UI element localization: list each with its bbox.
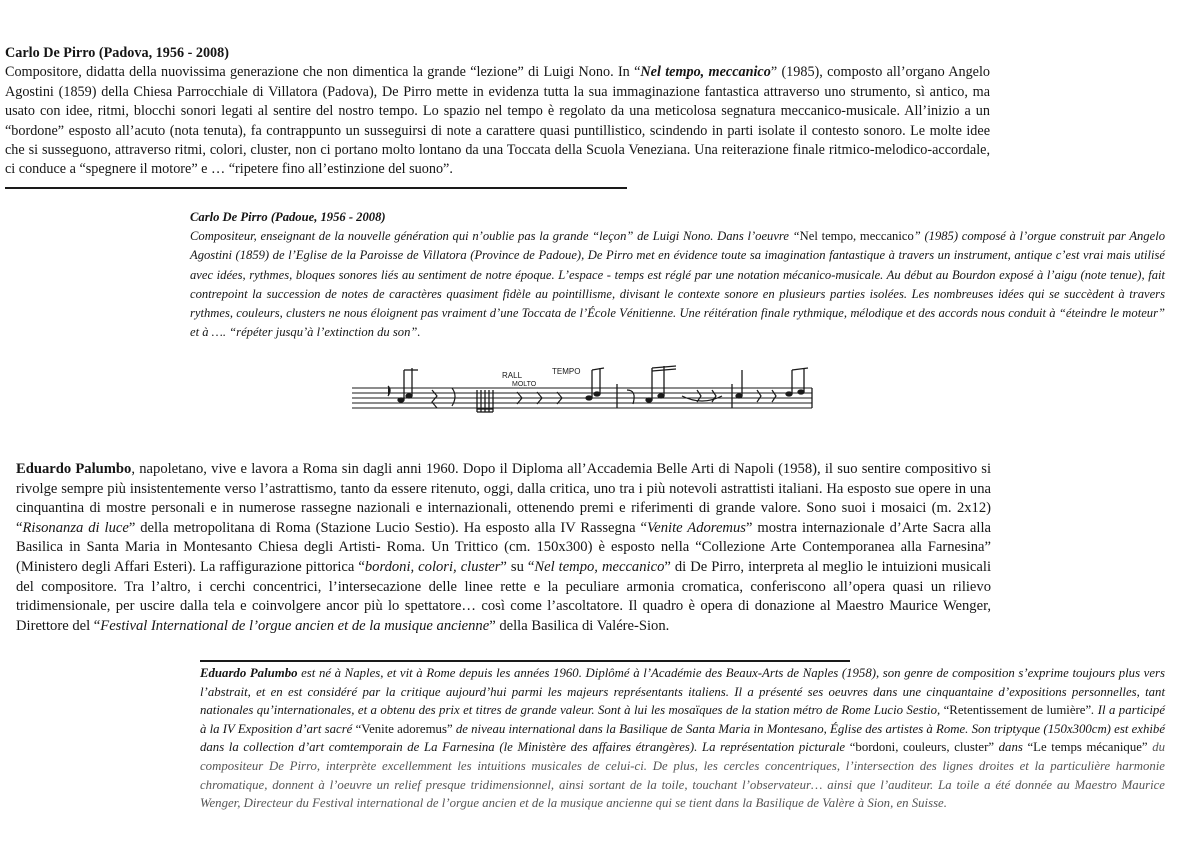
author-name: Eduardo Palumbo (200, 666, 298, 680)
paragraph (190, 208, 1165, 342)
work-title: “Retentissement de lumière” (943, 703, 1092, 718)
text-segment: ” della metropolitana di Roma (Stazione Lucio Sestio). Ha esposto alla IV Rassegna “ (128, 519, 647, 536)
paragraph (200, 664, 1165, 813)
divider-line (200, 660, 850, 662)
text-segment: du compositeur De Pirro, interprète excellemment les intuitions musicales de celui-ci. De plus, les cercles concentriques, l’intersection des lignes droites et la particulière harmonie chromatique, donnent à l’oeuvre un relief presque tridimensionnel, ainsi sortant de la toile, touchant l’observateur… ainsi que l’auditeur. La toile a été donnée au Maestro Maurice Wenger, Directeur du Festival international de l’orgue ancien et de la musique ancienne qui se tient dans la Basilique de Valère à Sion, en Suisse. (200, 740, 1166, 811)
work-title: Nel tempo, meccanico (640, 64, 771, 81)
tempo-marking: TEMPO (552, 367, 581, 376)
text-segment: Compositeur, enseignant de la nouvelle génération qui n’oublie pas la grande “leçon” de Luigi Nono. Dans l’oeuvre “ (190, 229, 800, 244)
author-name: Carlo De Pirro (5, 45, 96, 61)
text-segment: ” mostra internazionale d’Arte Sacra alla Basilica in Santa Maria in Montesanto Chiesa degli Artisti- Roma. Un Trittico (cm. 150x300) è esposto nella “Collezione Arte Contemporanea alla Farnesina” (Ministero degli Affari Esteri). La raffigurazione pittorica “ (16, 519, 991, 575)
festival-title: Festival International de l’orgue ancien et de la musique ancienne (100, 617, 490, 634)
tempo-marking: MOLTO (512, 381, 537, 388)
tempo-marking: RALL (502, 371, 523, 380)
notation-marks (388, 366, 812, 412)
author-name: Eduardo Palumbo (16, 461, 132, 477)
bio-carlo-de-pirro-it (5, 44, 990, 180)
paragraph (5, 44, 990, 180)
text-segment: ” della Basilica di Valére-Sion. (489, 617, 670, 634)
bio-eduardo-palumbo-fr (200, 664, 1165, 813)
text-segment: ” su “ (500, 558, 535, 575)
text-segment: . Il a participé à la IV Exposition d’art sacré (200, 703, 1166, 736)
divider-line (5, 187, 627, 189)
bio-carlo-de-pirro-fr (190, 208, 1165, 342)
work-title: Nel tempo, meccanico (799, 229, 914, 244)
text-segment: ” di De Pirro, interpreta al meglio le intuizioni musicali del compositore. Tra l’altro, i cerchi concentrici, l’intersecazione delle linee rette e la peculiare armonia cromatica, conferiscono all’opera quasi un rilievo tridimensionale, per uscire dalla tela e coinvolgere ancor più lo spettatore… così come l’ascoltatore. Il quadro è opera di donazione al Maestro Maurice Wenger, Direttore del “ (16, 558, 991, 634)
work-title: Risonanza di luce (22, 519, 129, 536)
work-title: “bordoni, couleurs, cluster” (849, 740, 995, 755)
score-image (352, 360, 817, 420)
work-title: “Le temps mécanique” (1027, 740, 1148, 755)
bio-eduardo-palumbo-it (16, 460, 991, 636)
text-segment: , napoletano, vive e lavora a Roma sin dagli anni 1960. Dopo il Diploma all’Accademia Belle Arti di Napoli (1958), il suo sentire compositivo si rivolge sempre più insistentemente verso l’astrattismo, tanto da essere ritenuto, oggi, dalla critica, uno tra i più notevoli astrattisti italiani. Ha esposto sue opere in una cinquantina di mostre personali e in numerose rassegne nazionali e internazionali, ottenendo premi e riferimenti di grande valore. Sono suoi i mosaici (m. 2x12) “ (16, 461, 991, 536)
text-segment: dans (994, 740, 1028, 755)
text-segment: de niveau international dans la Basilique de Santa Maria in Montesano, Église des artistes à Rome. Son triptyque (150x300cm) est exhibé dans la collection d’art comtemporain de La Farnesina (le Ministère des affaires étrangères). La représentation picturale (200, 721, 1165, 755)
music-score-excerpt (352, 360, 817, 420)
text-segment: est né à Naples, et vit à Rome depuis les années 1960. Diplômé à l’Académie des Beaux-Arts de Naples (1958), son genre de composition s’exprime toujours plus vers l’abstrait, et en est considéré par la critique aujourd’hui parmi les majeurs représentants italiens. Il a présenté ses oeuvres dans une cinquantaine d’expositions personnelles, tant nationales qu’internationales, et a obtenu des prix et titres de grande valeur. Sont à lui les mosaïques de la station métro de Rome Lucio Sestio, (200, 666, 1165, 718)
author-dates: (Padova, 1956 - 2008) (98, 45, 229, 61)
work-title: Venite Adoremus (646, 519, 746, 536)
author-dates: (Padoue, 1956 - 2008) (270, 210, 386, 224)
work-title: bordoni, colori, cluster (364, 558, 501, 575)
paragraph (16, 460, 991, 636)
staff-lines (352, 388, 812, 408)
author-name: Carlo De Pirro (190, 210, 268, 224)
text-segment: ” (1985) composé à l’orgue construit par Angelo Agostini (1859) de l’Eglise de la Paroisse de Villatora (Province de Padoue), De Pirro met en évidence toute sa imagination fantastique à travers un instrument, antique c’est vrai mais utilisé avec idées, rythmes, bloques sonores liés au sentiment de notre époque. L’espace - temps est réglé par une notation mécanico-musicale. Au début au Bourdon exposé à l’aigu (note tenue), fait contrepoint la succession de notes de caractères quasiment fidèle au pointillisme, divisant le contexte sonore en plusieurs parties isolées. Les nombreuses idées qui se succèdent à travers rythmes, couleurs, clusters ne nous éloignent pas vraiment d’une Toccata de l’École Vénitienne. Une réitération finale rythmique, mélodique et des accords nous conduit à “éteindre le moteur” et à …. “répéter jusqu’à l’extinction du son”. (190, 229, 1165, 340)
text-segment: Compositore, didatta della nuovissima generazione che non dimentica la grande “lezione” di Luigi Nono. In “ (5, 64, 641, 81)
text-segment: ” (1985), composto all’organo Angelo Agostini (1859) della Chiesa Parrocchiale di Villatora (Padova), De Pirro mette in evidenza tutta la sua immaginazione fantastica attraverso uno strumento, sì antico, ma usato con idee, ritmi, blocchi sonori legati al sentire del nostro tempo. Lo spazio nel tempo è regolato da una meticolosa segnatura meccanico-musicale. All’inizio a un “bordone” esposto all’acuto (nota tenuta), fa contrappunto un susseguirsi di note a carattere quasi puntillistico, scindendo in parti isolate il contesto sonoro. Le molte idee che si susseguono, attraverso ritmi, colori, cluster, non ci portano molto lontano da una Toccata della Scuola Veneziana. Una reiterazione finale ritmico-melodico-accordale, ci conduce a “spegnere il motore” e … “ripetere fino all’estinzione del suono”. (5, 64, 990, 178)
work-title: Nel tempo, meccanico (534, 558, 665, 575)
work-title: “Venite adoremus” (355, 721, 453, 736)
